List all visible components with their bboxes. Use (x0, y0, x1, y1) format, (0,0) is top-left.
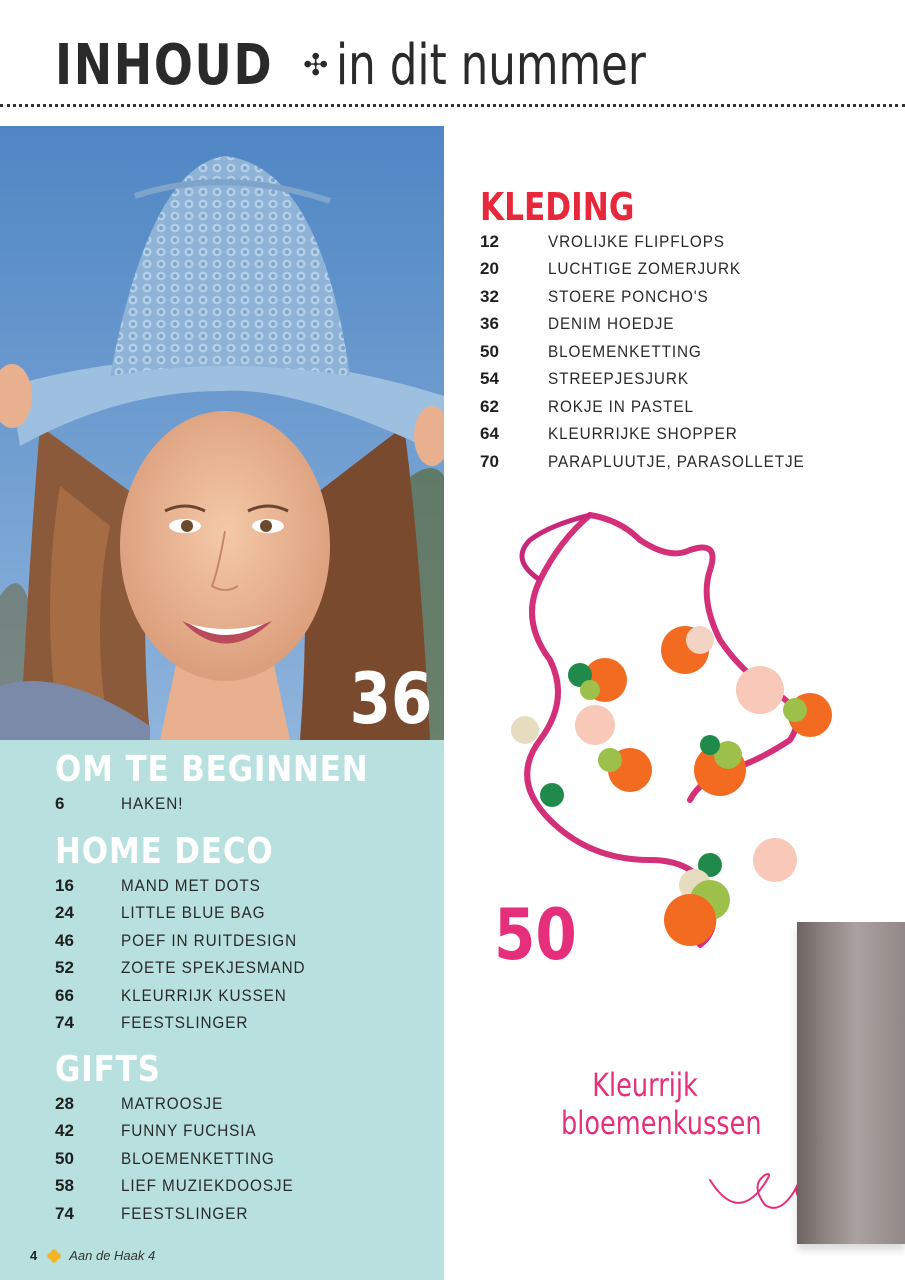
item-label: STREEPJESJURK (548, 369, 689, 389)
list-item[interactable] (480, 228, 833, 256)
photo-page-number: 36 (349, 658, 432, 740)
list-item[interactable] (55, 1145, 313, 1173)
item-page: 70 (480, 451, 499, 471)
section-home-deco (55, 832, 326, 1037)
item-page: 58 (55, 1176, 74, 1196)
item-label: ZOETE SPEKJESMAND (121, 958, 306, 978)
list-item[interactable] (55, 872, 326, 900)
item-label: FEESTSLINGER (121, 1203, 249, 1223)
item-label: VROLIJKE FLIPFLOPS (548, 231, 725, 251)
item-label: LIEF MUZIEKDOOSJE (121, 1176, 294, 1196)
item-page: 24 (55, 903, 74, 923)
item-page: 12 (480, 231, 499, 251)
list-item[interactable] (55, 1090, 313, 1118)
item-page: 66 (55, 985, 74, 1005)
item-page: 16 (55, 875, 74, 895)
item-label: FUNNY FUCHSIA (121, 1121, 257, 1141)
item-label: BLOEMENKETTING (121, 1148, 275, 1168)
item-label: KLEURRIJKE SHOPPER (548, 424, 738, 444)
item-page: 50 (55, 1148, 74, 1168)
list-item[interactable] (480, 448, 833, 476)
list-item[interactable] (480, 338, 833, 366)
list-item[interactable] (480, 421, 833, 449)
flower-necklace-image (470, 500, 870, 960)
page-footer (30, 1248, 155, 1263)
list-item[interactable] (55, 1173, 313, 1201)
list-item[interactable] (55, 1118, 313, 1146)
cushion-photo (797, 922, 905, 1244)
item-page: 36 (480, 314, 499, 334)
item-label: STOERE PONCHO'S (548, 286, 709, 306)
dotted-divider (0, 104, 905, 107)
page-title: INHOUD (55, 32, 274, 98)
hat-photo-image (0, 126, 444, 740)
left-contents-panel (0, 740, 444, 1280)
item-page: 74 (55, 1013, 74, 1033)
item-page: 64 (480, 424, 499, 444)
item-page: 28 (55, 1093, 74, 1113)
item-label: DENIM HOEDJE (548, 314, 675, 334)
item-page: 32 (480, 286, 499, 306)
item-page: 6 (55, 793, 65, 813)
item-page: 52 (55, 958, 74, 978)
list-item[interactable] (55, 927, 326, 955)
list-item[interactable] (55, 1010, 326, 1038)
item-page: 54 (480, 369, 499, 389)
page-subtitle: in dit nummer (336, 32, 647, 98)
item-label: MAND MET DOTS (121, 875, 261, 895)
page-header (55, 30, 734, 100)
section-heading: HOME DECO (55, 831, 274, 872)
item-label: LITTLE BLUE BAG (121, 903, 266, 923)
footer-page-number: 4 (30, 1248, 38, 1263)
list-item[interactable] (480, 366, 833, 394)
cushion-caption (561, 1066, 762, 1142)
list-item[interactable] (55, 900, 326, 928)
list-item[interactable] (480, 283, 833, 311)
item-page: 46 (55, 930, 74, 950)
item-label: KLEURRIJK KUSSEN (121, 985, 287, 1005)
list-item[interactable] (480, 311, 833, 339)
caption-line-1: Kleurrijk (592, 1066, 698, 1104)
item-label: ROKJE IN PASTEL (548, 396, 694, 416)
item-label: BLOEMENKETTING (548, 341, 702, 361)
section-heading: KLEDING (480, 185, 635, 229)
item-page: 74 (55, 1203, 74, 1223)
section-heading: GIFTS (55, 1049, 161, 1090)
section-heading: OM TE BEGINNEN (55, 749, 369, 790)
item-label: FEESTSLINGER (121, 1013, 249, 1033)
necklace-page-number: 50 (494, 894, 577, 976)
item-page: 20 (480, 259, 499, 279)
list-item[interactable] (480, 393, 833, 421)
item-page: 42 (55, 1121, 74, 1141)
clover-icon: ✣ (303, 48, 329, 82)
list-item[interactable] (55, 1200, 313, 1228)
item-label: POEF IN RUITDESIGN (121, 930, 298, 950)
clover-icon (47, 1249, 61, 1263)
hat-photo (0, 126, 444, 740)
section-gifts (55, 1050, 313, 1228)
magazine-brand: Aan de Haak 4 (69, 1248, 156, 1263)
list-item[interactable] (55, 982, 326, 1010)
list-item[interactable] (55, 955, 326, 983)
list-item[interactable] (480, 256, 833, 284)
caption-line-2: bloemenkussen (561, 1104, 762, 1142)
item-page: 50 (480, 341, 499, 361)
item-label: PARAPLUUTJE, PARASOLLETJE (548, 451, 805, 471)
section-om-te-beginnen (55, 750, 420, 818)
item-page: 62 (480, 396, 499, 416)
item-label: MATROOSJE (121, 1093, 224, 1113)
list-item[interactable] (55, 790, 420, 818)
section-kleding (480, 186, 833, 476)
item-label: HAKEN! (121, 793, 184, 813)
item-label: LUCHTIGE ZOMERJURK (548, 259, 742, 279)
